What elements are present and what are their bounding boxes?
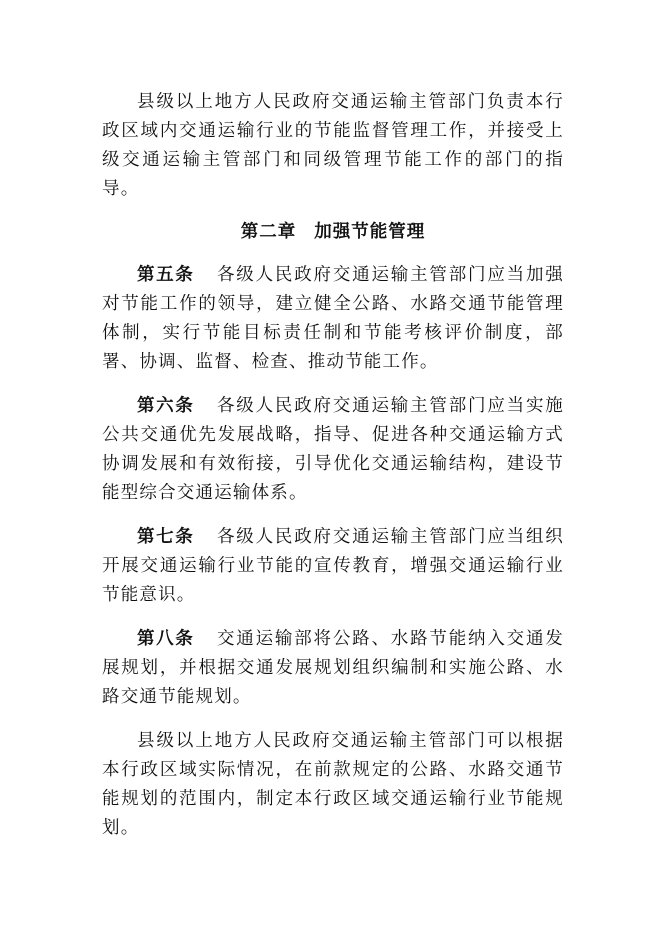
closing-paragraph: 县级以上地方人民政府交通运输主管部门可以根据本行政区域实际情况，在前款规定的公路、水路交通节能规划的范围内，制定本行政区域交通运输行业节能规划。 (102, 731, 564, 838)
article-text: 各级人民政府交通运输主管部门应当实施公共交通优先发展战略，指导、促进各种交通运输方式协调发展和有效衔接，引导优化交通运输结构，建设节能型综合交通运输体系。 (102, 396, 564, 503)
article-label: 第五条 (137, 265, 195, 285)
chapter-heading (102, 218, 564, 247)
article-label: 第六条 (137, 396, 195, 416)
chapter-title: 加强节能管理 (314, 222, 426, 242)
chapter-number: 第二章 (240, 222, 297, 242)
article-text: 各级人民政府交通运输主管部门应当组织开展交通运输行业节能的宣传教育，增强交通运输行业节能意识。 (102, 527, 564, 605)
article-7 (102, 523, 564, 610)
article-5 (102, 261, 564, 377)
document-page (102, 88, 564, 858)
article-6 (102, 392, 564, 508)
article-8 (102, 625, 564, 712)
intro-paragraph: 县级以上地方人民政府交通运输主管部门负责本行政区域内交通运输行业的节能监督管理工作，并接受上级交通运输主管部门和同级管理节能工作的部门的指导。 (102, 92, 564, 199)
article-text: 各级人民政府交通运输主管部门应当加强对节能工作的领导，建立健全公路、水路交通节能管理体制，实行节能目标责任制和节能考核评价制度，部署、协调、监督、检查、推动节能工作。 (102, 265, 564, 372)
article-text: 交通运输部将公路、水路节能纳入交通发展规划，并根据交通发展规划组织编制和实施公路、水路交通节能规划。 (102, 629, 564, 707)
article-label: 第八条 (137, 629, 195, 649)
article-label: 第七条 (137, 527, 195, 547)
